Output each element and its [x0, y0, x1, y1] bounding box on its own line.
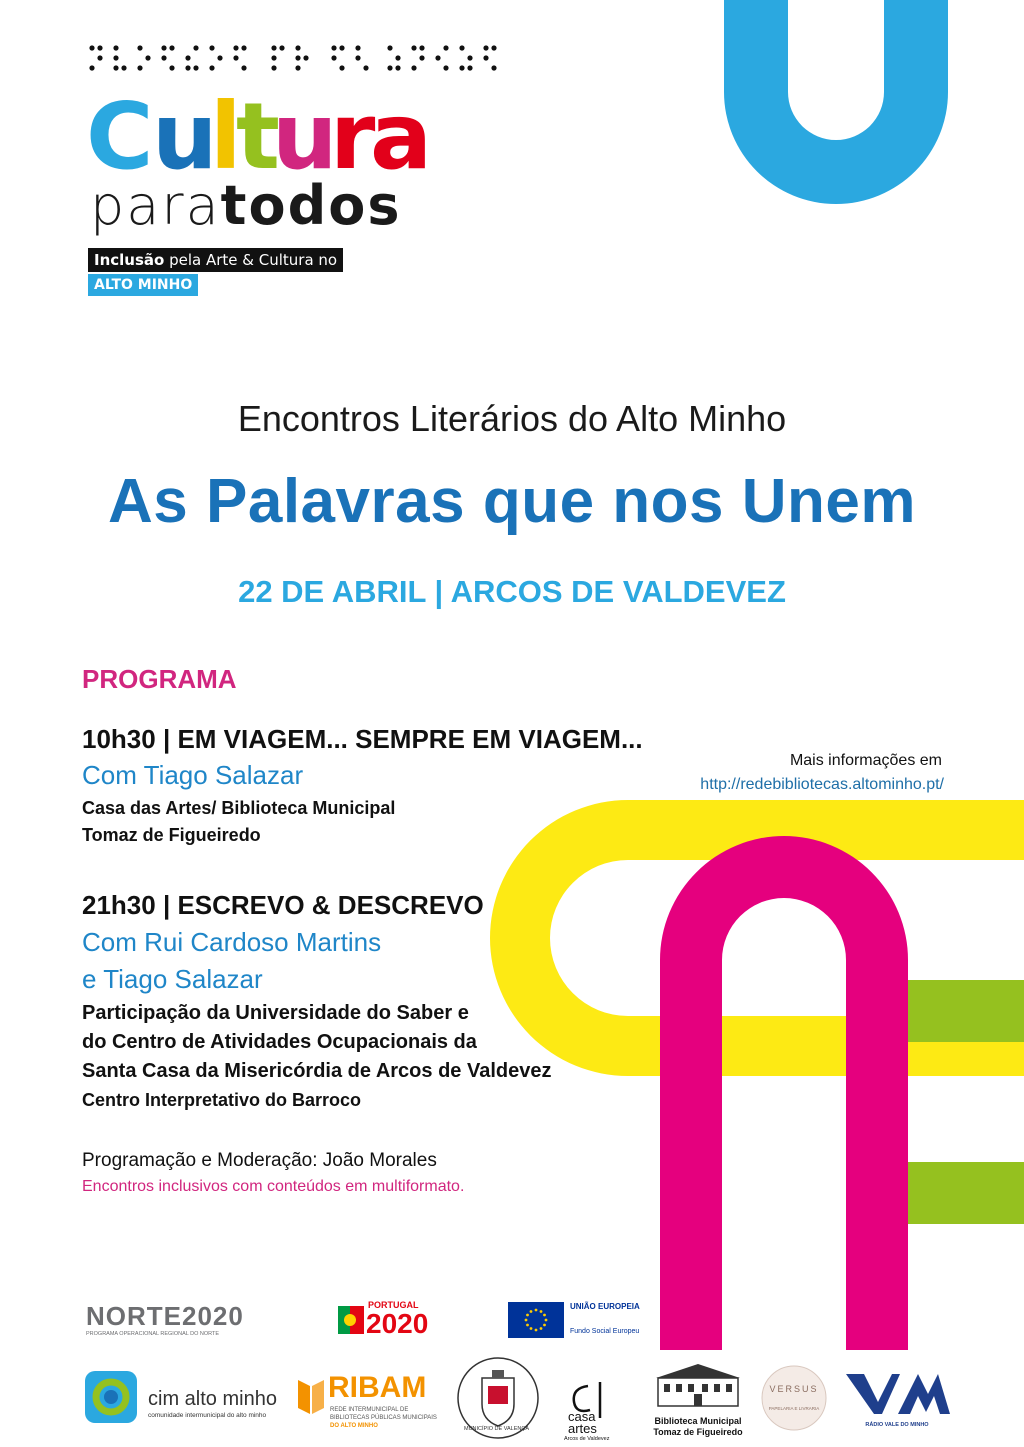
radio-vale-do-minho-logo [842, 1368, 952, 1434]
ribam-text: RIBAM [328, 1371, 427, 1404]
casa-text: casa [568, 1409, 596, 1424]
event-1-speaker: Com Tiago Salazar [82, 760, 304, 790]
versus-subtitle: PAPELARIA E LIVRARIA [768, 1406, 820, 1411]
ribam-sub-1: REDE INTERMUNICIPAL DE [330, 1407, 409, 1413]
biblioteca-name-1: Biblioteca Municipal [654, 1416, 742, 1426]
cultura-letter: r [330, 90, 376, 174]
event-2-speaker-line-2: e Tiago Salazar [82, 964, 263, 994]
event-2-participation-line-1: Participação da Universidade do Saber e [82, 1002, 469, 1024]
braille-dots [88, 44, 498, 76]
casa-das-artes-logo [562, 1380, 638, 1440]
portugal-flag-icon [336, 1302, 366, 1338]
norte2020-logo [86, 1302, 296, 1342]
portugal-text: PORTUGAL [368, 1300, 419, 1310]
event-1-time-title: 10h30 | EM VIAGEM... SEMPRE EM VIAGEM... [82, 724, 643, 754]
biblioteca-logo [648, 1360, 748, 1440]
norte2020-subtitle: PROGRAMA OPERACIONAL REGIONAL DO NORTE [86, 1331, 220, 1337]
event-subtitle: Encontros Literários do Alto Minho [237, 398, 787, 439]
eu-name: UNIÃO EUROPEIA [570, 1302, 640, 1311]
cultura-letter: l [210, 90, 242, 174]
eu-flag-icon [508, 1302, 564, 1338]
event-2-participation-line-2: do Centro de Atividades Ocupacionais da [82, 1031, 477, 1053]
inclusion-bold: Inclusão [94, 251, 165, 269]
event-1-venue-line-1: Casa das Artes/ Biblioteca Municipal [82, 798, 396, 818]
ribam-sub-3: DO ALTO MINHO [330, 1423, 378, 1429]
cultura-letter: C [86, 90, 154, 174]
todos-text: todos [220, 174, 402, 237]
portugal2020-number: 2020 [366, 1308, 429, 1339]
more-info-label: Mais informações em [789, 752, 942, 769]
artes-text: artes [568, 1421, 597, 1436]
cim-subtitle: comunidade intermunicipal do alto minho [148, 1412, 267, 1419]
para-text: para [90, 174, 221, 237]
program-heading: PROGRAMA [82, 664, 237, 694]
more-info-link[interactable]: http://redebibliotecas.altominho.pt/ [700, 776, 944, 793]
eu-fund: Fundo Social Europeu [570, 1328, 640, 1335]
event-2-speaker-line-1: Com Rui Cardoso Martins [82, 927, 382, 957]
magenta-arch-shape [660, 836, 908, 1350]
blue-u-shape [724, 0, 948, 204]
norte2020-text: NORTE2020 [86, 1301, 244, 1331]
para-todos-wordmark [90, 176, 401, 236]
inclusive-note: Encontros inclusivos com conteúdos em multiformato. [82, 1178, 465, 1195]
region-tag: ALTO MINHO [88, 274, 198, 296]
versus-badge-icon [760, 1362, 828, 1434]
event-2-participation-line-3: Santa Casa da Misericórdia de Arcos de Valdevez [82, 1060, 552, 1082]
ribam-logo [296, 1372, 442, 1434]
inclusion-tagline [88, 248, 343, 272]
cultura-letter: u [152, 90, 218, 174]
cim-alto-minho-logo [84, 1370, 294, 1426]
moderation-credit: Programação e Moderação: João Morales [82, 1150, 437, 1171]
versus-text: VERSUS [769, 1384, 819, 1394]
event-1-venue-line-2: Tomaz de Figueiredo [82, 825, 261, 845]
valenca-text: MUNICÍPIO DE VALENÇA [464, 1426, 529, 1432]
event-2-venue: Centro Interpretativo do Barroco [82, 1090, 362, 1110]
portugal2020-logo [336, 1300, 454, 1342]
cultura-wordmark [86, 90, 496, 174]
event-title: As Palavras que nos Unem [108, 467, 916, 536]
ribam-book-icon [296, 1376, 326, 1416]
cim-symbol-icon [84, 1370, 138, 1424]
inclusion-rest: pela Arte & Cultura no [164, 251, 338, 269]
event-date-place: 22 DE ABRIL | ARCOS DE VALDEVEZ [238, 574, 786, 609]
versus-logo [760, 1362, 828, 1434]
radio-text: RÁDIO VALE DO MINHO [865, 1422, 929, 1428]
biblioteca-name-2: Tomaz de Figueiredo [653, 1427, 743, 1437]
ribam-sub-2: BIBLIOTECAS PÚBLICAS MUNICIPAIS [330, 1415, 437, 1421]
radio-vm-symbol-icon [842, 1368, 952, 1418]
cultura-letter: t [236, 90, 280, 174]
library-building-icon [652, 1360, 744, 1410]
cultura-letter: u [272, 90, 338, 174]
cim-name: cim alto minho [148, 1388, 277, 1410]
casa-artes-subtitle: Arcos de Valdevez [564, 1436, 610, 1442]
event-2-time-title: 21h30 | ESCREVO & DESCREVO [82, 890, 484, 920]
cultura-letter: a [370, 90, 433, 174]
valenca-crest-logo [456, 1356, 540, 1440]
eu-logo [508, 1302, 648, 1340]
